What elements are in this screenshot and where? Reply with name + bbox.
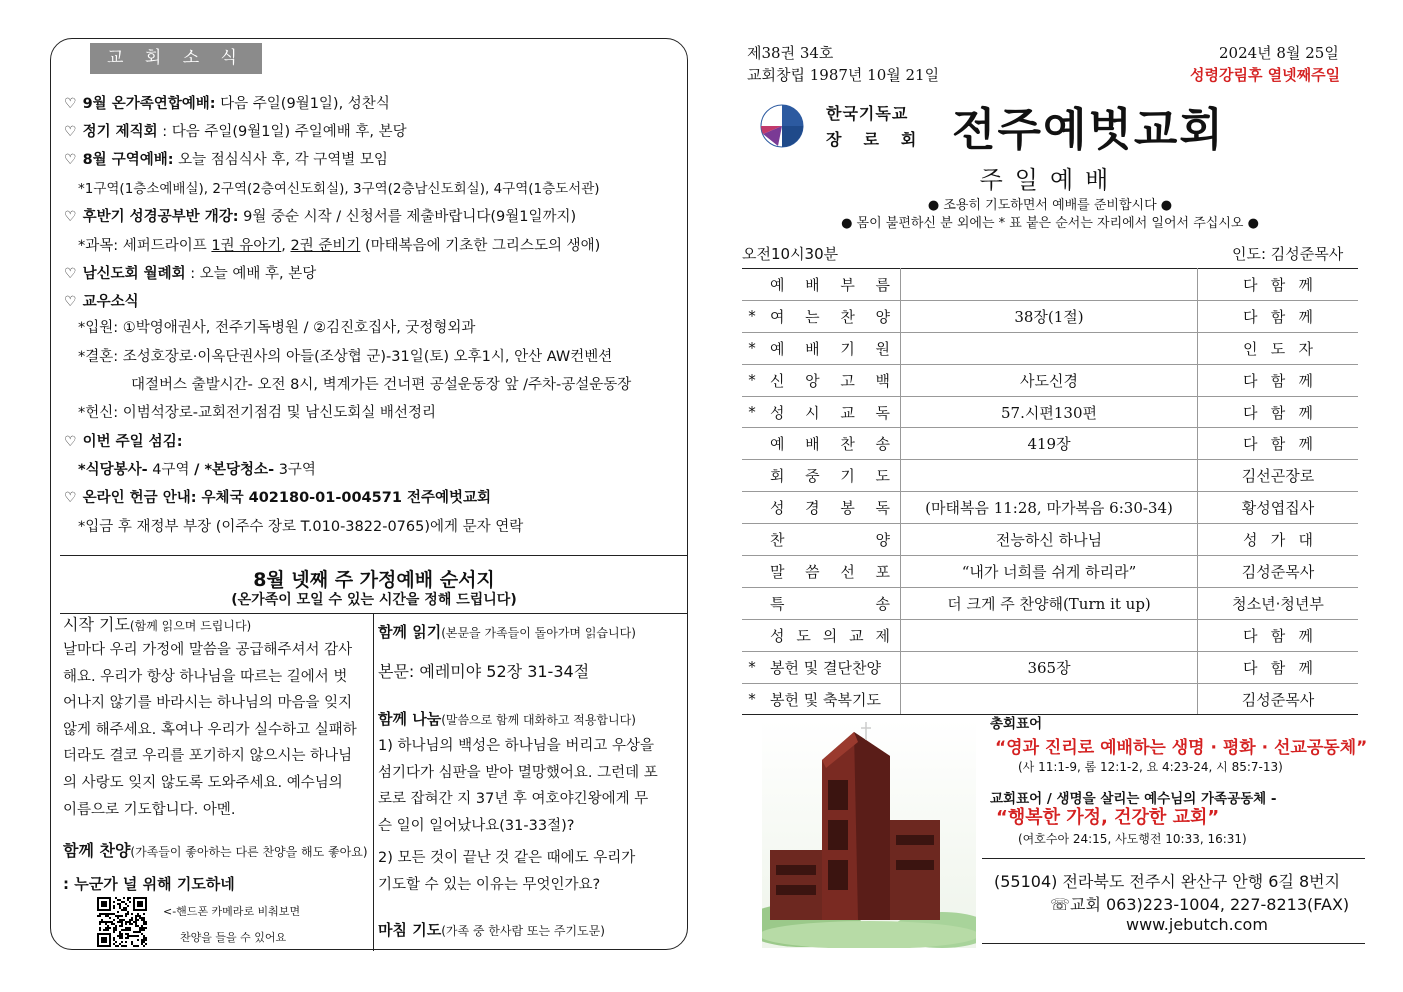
- text-line: 의 사랑도 잊지 않도록 도와주세요. 예수님의: [63, 774, 343, 791]
- order-name: 신 앙 고 백: [762, 364, 901, 396]
- order-content: 365장: [901, 651, 1198, 683]
- order-name: 성 도 의 교 제: [762, 619, 901, 651]
- order-content: “내가 너희를 쉬게 하리라”: [901, 556, 1198, 588]
- order-name: 여 는 찬 양: [762, 300, 901, 332]
- worship-row: [742, 332, 1358, 364]
- stand-marker: [742, 524, 762, 556]
- worship-row: [742, 364, 1358, 396]
- news-item-5: ♡ 남신도회 월례회 : 오늘 예배 후, 본당: [64, 266, 317, 282]
- news-item-7: ♡ 이번 주일 섬김:: [64, 434, 183, 450]
- qr-code[interactable]: [97, 897, 147, 947]
- heart-icon: ♡: [64, 124, 77, 140]
- order-leader: 다 함 께: [1198, 428, 1359, 460]
- heart-icon: ♡: [64, 209, 77, 225]
- assembly-motto-label: 총회표어: [990, 716, 1043, 732]
- order-name: 성 시 교 독: [762, 396, 901, 428]
- order-leader: 청소년·청년부: [1198, 587, 1359, 619]
- order-content: [901, 460, 1198, 492]
- volume-number: 제38권 34호: [747, 44, 834, 62]
- text-line: 않게 해주세요. 혹여나 우리가 실수하고 실패하: [63, 721, 357, 738]
- stand-marker: [742, 460, 762, 492]
- stand-marker: [742, 428, 762, 460]
- church-logo-icon: [760, 104, 804, 148]
- order-content: 419장: [901, 428, 1198, 460]
- worship-row: [742, 396, 1358, 428]
- liturgical-season: 성령강림후 열넷째주일: [1190, 66, 1341, 84]
- church-motto: “행복한 가정, 건강한 교회”: [996, 807, 1220, 828]
- stand-marker: [742, 269, 762, 301]
- order-name: 말 씀 선 포: [762, 556, 901, 588]
- order-content: [901, 683, 1198, 715]
- notice-2: ● 몸이 불편하신 분 외에는 * 표 붙은 순서는 자리에서 일어서 주십시오 ●: [841, 216, 1259, 231]
- order-leader: 김성준목사: [1198, 556, 1359, 588]
- service-leader: 인도: 김성준목사: [1232, 245, 1344, 263]
- news-header: 교 회 소 식: [90, 43, 262, 74]
- heart-icon: ♡: [64, 490, 77, 506]
- bulletin-date: 2024년 8월 25일: [1219, 44, 1339, 62]
- worship-row: [742, 524, 1358, 556]
- stand-marker: *: [742, 364, 762, 396]
- order-leader: 황성엽집사: [1198, 492, 1359, 524]
- scripture-text: 본문: 예레미야 52장 31-34절: [378, 662, 590, 681]
- founding-date: 교회창립 1987년 10월 21일: [747, 66, 940, 84]
- praise-heading: 함께 찬양(가족들이 좋아하는 다른 찬양을 해도 좋아요): [63, 841, 368, 860]
- church-building-photo: [762, 720, 976, 948]
- order-leader: 다 함 께: [1198, 651, 1359, 683]
- stand-marker: *: [742, 300, 762, 332]
- order-name: 예 배 기 원: [762, 332, 901, 364]
- notice-1: ● 조용히 기도하면서 예배를 준비합시다 ●: [927, 198, 1173, 213]
- stand-marker: *: [742, 396, 762, 428]
- order-leader: 다 함 께: [1198, 396, 1359, 428]
- worship-row: [742, 300, 1358, 332]
- text-line: 어나지 않기를 바라시는 하나님의 마음을 잊지: [63, 695, 353, 712]
- news-subline: 대절버스 출발시간- 오전 8시, 벽계가든 건너편 공설운동장 앞 /주차-공설운동장: [131, 377, 632, 393]
- order-content: [901, 269, 1198, 301]
- order-leader: 인 도 자: [1198, 332, 1359, 364]
- worship-row: [742, 587, 1358, 619]
- order-leader: 다 함 께: [1198, 269, 1359, 301]
- news-subline: *헌신: 이범석장로-교회전기점검 및 남신도회실 배선정리: [78, 405, 436, 421]
- church-name: 전주예벗교회: [952, 103, 1225, 156]
- text-line: 1) 하나님의 백성은 하나님을 버리고 우상을: [378, 738, 655, 754]
- text-line: 2) 모든 것이 끝난 것 같은 때에도 우리가: [378, 850, 636, 866]
- text-line: 기도할 수 있는 이유는 무엇인가요?: [378, 876, 601, 893]
- heart-icon: ♡: [64, 96, 77, 112]
- reading-heading: 함께 읽기(본문을 가족들이 돌아가며 읽습니다): [378, 623, 636, 641]
- closing-prayer-heading: 마침 기도(가족 중 한사람 또는 주기도문): [378, 921, 605, 939]
- worship-row: [742, 428, 1358, 460]
- service-time: 오전10시30분: [742, 245, 839, 263]
- news-subline: *식당봉사- 4구역 / *본당청소- 3구역: [78, 462, 316, 478]
- question-1: [378, 733, 684, 839]
- worship-row: [742, 556, 1358, 588]
- text-line: 슨 일이 일어났나요(31-33절)?: [378, 817, 575, 834]
- heart-icon: ♡: [64, 294, 77, 310]
- start-prayer-heading: 시작 기도(함께 읽으며 드립니다): [63, 615, 252, 634]
- order-leader: 다 함 께: [1198, 619, 1359, 651]
- order-content: 38장(1절): [901, 300, 1198, 332]
- assembly-motto-reference: (사 11:1-9, 롬 12:1-2, 요 4:23-24, 시 85:7-13): [1018, 760, 1283, 774]
- order-name: 예 배 부 름: [762, 269, 901, 301]
- order-content: 57.시편130편: [901, 396, 1198, 428]
- order-leader: 김선곤장로: [1198, 460, 1359, 492]
- order-name: 봉헌 및 결단찬양: [762, 651, 901, 683]
- order-name: 회 중 기 도: [762, 460, 901, 492]
- worship-row: [742, 460, 1358, 492]
- heart-icon: ♡: [64, 152, 77, 168]
- stand-marker: *: [742, 651, 762, 683]
- order-leader: 다 함 께: [1198, 300, 1359, 332]
- stand-marker: [742, 619, 762, 651]
- order-content: 사도신경: [901, 364, 1198, 396]
- service-title: 주일예배: [979, 166, 1121, 194]
- stand-marker: *: [742, 332, 762, 364]
- news-subline: *입금 후 재정부 부장 (이주수 장로 T.010-3822-0765)에게 문자 연락: [78, 519, 524, 535]
- order-content: 더 크게 주 찬양해(Turn it up): [901, 587, 1198, 619]
- order-name: 찬 양: [762, 524, 901, 556]
- praise-song: : 누군가 널 위해 기도하네: [63, 875, 235, 893]
- news-item-3: ♡ 8월 구역예배: 오늘 점심식사 후, 각 구역별 모임: [64, 152, 388, 168]
- order-name: 예 배 찬 송: [762, 428, 901, 460]
- church-motto-reference: (여호수아 24:15, 사도행전 10:33, 16:31): [1018, 832, 1247, 846]
- heart-icon: ♡: [64, 266, 77, 282]
- section-divider: [60, 555, 688, 556]
- order-leader: 다 함 께: [1198, 364, 1359, 396]
- start-prayer-text: [63, 637, 371, 823]
- church-motto-label: 교회표어 / 생명을 살리는 예수님의 가족공동체 -: [990, 791, 1277, 807]
- order-name: 성 경 봉 독: [762, 492, 901, 524]
- news-item-2: ♡ 정기 제직회 : 다음 주일(9월1일) 주일예배 후, 본당: [64, 124, 407, 140]
- news-item-6: ♡ 교우소식: [64, 294, 139, 310]
- stand-marker: [742, 556, 762, 588]
- order-name: 봉헌 및 축복기도: [762, 683, 901, 715]
- text-line: 해요. 우리가 항상 하나님을 따르는 길에서 벗: [63, 668, 348, 685]
- church-phone: ☏교회 063)223-1004, 227-8213(FAX): [1050, 895, 1350, 914]
- text-line: 날마다 우리 가정에 말씀을 공급해주셔서 감사: [63, 642, 353, 658]
- worship-row: [742, 651, 1358, 683]
- assembly-motto: “영과 진리로 예배하는 생명 · 평화 · 선교공동체”: [995, 738, 1368, 758]
- order-content: [901, 619, 1198, 651]
- news-subline: *1구역(1층소예배실), 2구역(2층여신도회실), 3구역(2층남신도회실), 4구역(1층도서관): [78, 181, 600, 197]
- worship-row: [742, 492, 1358, 524]
- qr-note-2: 찬양을 들을 수 있어요: [180, 931, 287, 944]
- text-line: 로로 잡혀간 지 37년 후 여호야긴왕에게 무: [378, 791, 649, 808]
- stand-marker: *: [742, 683, 762, 715]
- worship-row: [742, 269, 1358, 301]
- text-line: 더라도 결코 우리를 포기하지 않으시는 하나님: [63, 748, 353, 765]
- church-website[interactable]: www.jebutch.com: [1126, 915, 1268, 934]
- column-divider: [373, 613, 374, 951]
- worship-row: [742, 619, 1358, 651]
- stand-marker: [742, 492, 762, 524]
- news-item-1: ♡ 9월 온가족연합예배: 다음 주일(9월1일), 성찬식: [64, 96, 390, 112]
- order-content: [901, 332, 1198, 364]
- qr-note-1: <-핸드폰 카메라로 비춰보면: [163, 905, 301, 918]
- text-line: 이름으로 기도합니다. 아멘.: [63, 801, 236, 818]
- worship-row: [742, 683, 1358, 715]
- order-leader: 성 가 대: [1198, 524, 1359, 556]
- news-subline: *입원: ①박영애권사, 전주기독병원 / ②김진호집사, 굿정형외과: [78, 320, 476, 336]
- worship-order-table: [742, 268, 1358, 715]
- news-subline: *과목: 세퍼드라이프 1권 유아기, 2권 준비기 (마태복음에 기초한 그리스도의 생애): [78, 238, 601, 254]
- denomination-line-2: 장로회: [826, 130, 939, 149]
- text-line: 섬기다가 심판을 받아 멸망했어요. 그런데 포: [378, 764, 658, 781]
- order-content: 전능하신 하나님: [901, 524, 1198, 556]
- question-2: [378, 845, 684, 898]
- order-content: (마태복음 11:28, 마가복음 6:30-34): [901, 492, 1198, 524]
- denomination-line-1: 한국기독교: [826, 104, 909, 123]
- order-name: 특 송: [762, 587, 901, 619]
- news-item-8: ♡ 온라인 헌금 안내: 우체국 402180-01-004571 전주예벗교회: [64, 490, 491, 506]
- family-worship-title: 8월 넷째 주 가정예배 순서지: [253, 569, 495, 591]
- order-leader: 김성준목사: [1198, 683, 1359, 715]
- sharing-heading: 함께 나눔(말씀으로 함께 대화하고 적용합니다): [378, 710, 636, 728]
- news-subline: *결혼: 조성호장로·이옥단권사의 아들(조상협 군)-31일(토) 오후1시, 안산 AW컨벤션: [78, 349, 613, 365]
- news-item-4: ♡ 후반기 성경공부반 개강: 9월 중순 시작 / 신청서를 제출바랍니다(9월1일까지): [64, 209, 577, 225]
- family-worship-subtitle: (온가족이 모일 수 있는 시간을 정해 드립니다): [231, 592, 517, 608]
- stand-marker: [742, 587, 762, 619]
- heart-icon: ♡: [64, 434, 77, 450]
- church-address: (55104) 전라북도 전주시 완산구 안행 6길 8번지: [994, 872, 1341, 891]
